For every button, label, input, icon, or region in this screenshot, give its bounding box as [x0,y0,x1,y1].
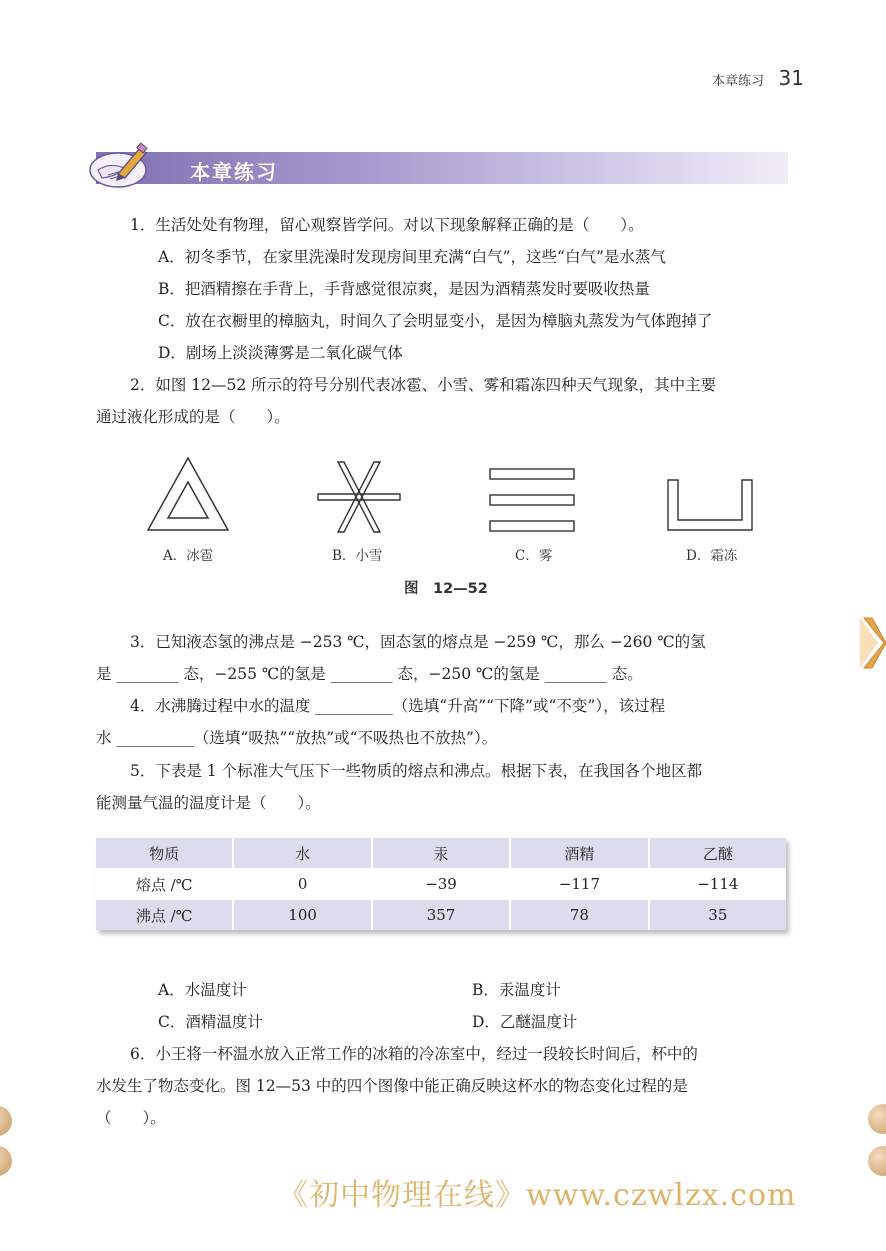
table-cell: −114 [650,869,786,899]
figure-caption: 图 12—52 [404,581,488,597]
q3-stem-line1: 3．已知液态氢的沸点是 −253 ℃，固态氢的熔点是 −259 ℃，那么 −260 ℃的氢 [130,633,706,651]
q4-stem-line1: 4．水沸腾过程中水的温度 __________（选填“升高”“下降”或“不变”），该过程 [130,697,666,715]
table-row [96,900,786,930]
table-cell: 78 [511,900,647,930]
table-cell: 100 [234,900,370,930]
table-cell: 35 [650,900,786,930]
q6-stem-line1: 6．小王将一杯温水放入正常工作的冰箱的冷冻室中，经过一段较长时间后，杯中的 [130,1045,698,1063]
table-header-cell: 酒精 [511,838,647,868]
light-snow-symbol [316,460,402,534]
table-header-row [96,838,786,868]
left-edge-decoration [0,1146,12,1176]
right-edge-decoration [868,1104,886,1134]
q5-option-d: D．乙醚温度计 [472,1013,578,1031]
page-number: 31 [778,66,804,90]
q3-stem-line2: 是 ________ 态，−255 ℃的氢是 ________ 态，−250 ℃的氢是 ________ 态。 [96,665,643,683]
table-header-cell: 汞 [373,838,509,868]
table-cell: 0 [234,869,370,899]
q5-option-c: C．酒精温度计 [158,1013,263,1031]
table-cell: 357 [373,900,509,930]
q5-option-a: A．水温度计 [158,981,247,999]
right-edge-decoration [868,1146,886,1176]
table-cell: 沸点 /℃ [96,900,232,930]
frost-symbol [666,478,754,532]
q6-stem-line3: （ ）。 [96,1109,166,1127]
q1-option-a: A．初冬季节，在家里洗澡时发现房间里充满“白气”，这些“白气”是水蒸气 [158,248,666,266]
hail-symbol [146,456,230,532]
q4-stem-line2: 水 __________（选填“吸热”“放热”或“不吸热也不放热”）。 [96,729,498,747]
figure-label-b: B．小雪 [332,548,383,564]
table-row [96,869,786,899]
table-cell: −117 [511,869,647,899]
q6-stem-line2: 水发生了物态变化。图 12—53 中的四个图像中能正确反映这杯水的物态变化过程的是 [96,1077,688,1095]
q1-option-b: B．把酒精擦在手背上，手背感觉很凉爽，是因为酒精蒸发时要吸收热量 [158,280,650,298]
q1-stem: 1．生活处处有物理，留心观察皆学问。对以下现象解释正确的是（ ）。 [130,216,644,234]
melting-boiling-table [96,838,786,930]
q5-stem-line2: 能测量气温的温度计是（ ）。 [96,794,321,812]
table-header-cell: 水 [234,838,370,868]
q2-stem-line2: 通过液化形成的是（ ）。 [96,408,290,426]
q2-stem-line1: 2．如图 12—52 所示的符号分别代表冰雹、小雪、雾和霜冻四种天气现象，其中主要 [130,376,717,394]
banner-title: 本章练习 [190,160,278,184]
left-edge-decoration [0,1106,12,1136]
next-page-chevron-icon[interactable] [860,616,886,670]
pencil-note-icon [88,140,154,190]
fog-symbol [488,467,576,533]
table-header-cell: 乙醚 [650,838,786,868]
q1-option-d: D．剧场上淡淡薄雾是二氧化碳气体 [158,344,403,362]
table-cell: 熔点 /℃ [96,869,232,899]
figure-label-d: D．霜冻 [686,548,738,564]
q1-option-c: C．放在衣橱里的樟脑丸，时间久了会明显变小，是因为樟脑丸蒸发为气体跑掉了 [158,312,713,330]
q5-stem-line1: 5．下表是 1 个标准大气压下一些物质的熔点和沸点。根据下表，在我国各个地区都 [130,762,703,780]
figure-label-a: A．冰雹 [163,548,214,564]
q5-option-b: B．汞温度计 [472,981,561,999]
header-section-label: 本章练习 [711,74,764,89]
watermark-text: 《初中物理在线》www.czwlzx.com [278,1178,797,1213]
figure-label-c: C．雾 [515,548,553,564]
table-cell: −39 [373,869,509,899]
table-header-cell: 物质 [96,838,232,868]
